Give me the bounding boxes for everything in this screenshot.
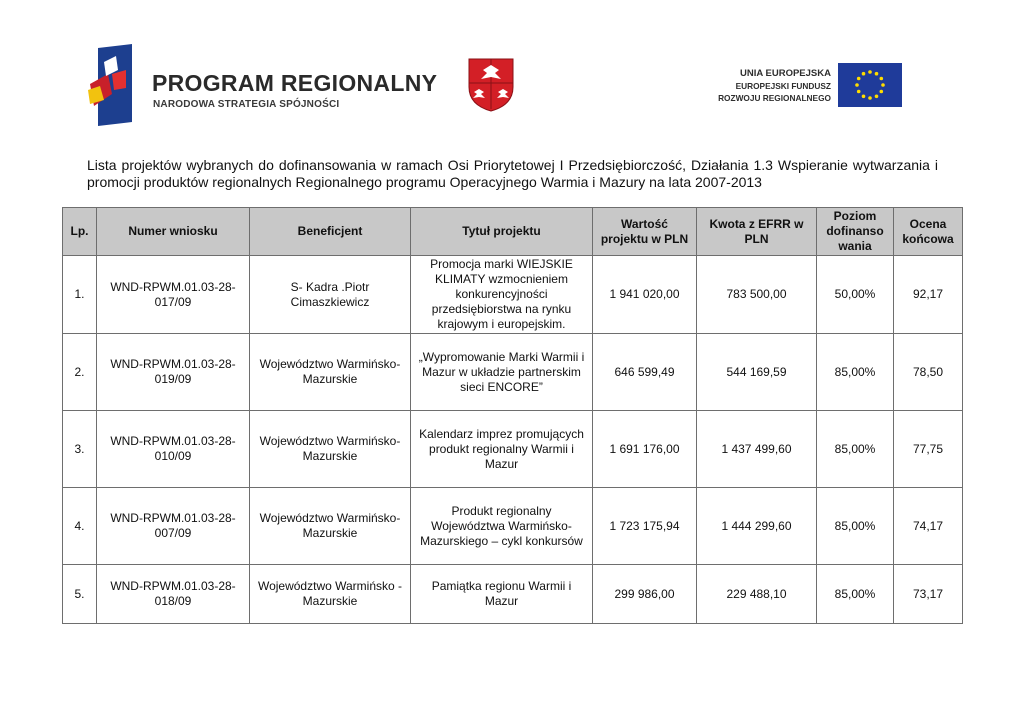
cell-poziom: 85,00% — [817, 488, 894, 565]
eu-logo-line2: EUROPEJSKI FUNDUSZ — [735, 81, 831, 91]
document-intro: Lista projektów wybranych do dofinansowania w ramach Osi Priorytetowej I Przedsiębiorczość, Działania 1.3 Wspieranie wytwarzania i promocji produktów regionalnych Regionalnego programu Operacyjnego Warmia i Mazury na lata 2007-2013 — [87, 157, 938, 190]
cell-lp: 5. — [63, 565, 97, 624]
coat-of-arms-icon — [467, 57, 515, 112]
cell-lp: 2. — [63, 334, 97, 411]
cell-numer: WND-RPWM.01.03-28-010/09 — [97, 411, 250, 488]
cell-ocena: 92,17 — [894, 256, 963, 334]
cell-numer: WND-RPWM.01.03-28-007/09 — [97, 488, 250, 565]
cell-ocena: 74,17 — [894, 488, 963, 565]
col-header-poziom: Poziom dofinanso wania — [817, 208, 894, 256]
col-header-wartosc: Wartość projektu w PLN — [593, 208, 697, 256]
cell-tytul: Produkt regionalny Województwa Warmińsko-Mazurskiego – cykl konkursów — [411, 488, 593, 565]
cell-tytul: Kalendarz imprez promujących produkt regionalny Warmii i Mazur — [411, 411, 593, 488]
cell-numer: WND-RPWM.01.03-28-017/09 — [97, 256, 250, 334]
cell-kwota: 1 444 299,60 — [697, 488, 817, 565]
projects-table — [62, 207, 963, 624]
cell-beneficjent: Województwo Warmińsko-Mazurskie — [250, 488, 411, 565]
col-header-beneficjent: Beneficjent — [250, 208, 411, 256]
cell-ocena: 73,17 — [894, 565, 963, 624]
table-header-row — [63, 208, 963, 256]
cell-kwota: 1 437 499,60 — [697, 411, 817, 488]
program-flag-icon — [86, 44, 134, 126]
cell-kwota: 229 488,10 — [697, 565, 817, 624]
eu-logo-text — [718, 67, 831, 104]
program-regionalny-logo — [86, 44, 438, 126]
cell-tytul: „Wypromowanie Marki Warmii i Mazur w układzie partnerskim sieci ENCORE” — [411, 334, 593, 411]
table-row — [63, 411, 963, 488]
cell-wartosc: 299 986,00 — [593, 565, 697, 624]
cell-lp: 3. — [63, 411, 97, 488]
table-row — [63, 565, 963, 624]
cell-numer: WND-RPWM.01.03-28-018/09 — [97, 565, 250, 624]
eu-logo-line1: UNIA EUROPEJSKA — [740, 68, 831, 79]
cell-tytul: Pamiątka regionu Warmii i Mazur — [411, 565, 593, 624]
eu-logo-line3: ROZWOJU REGIONALNEGO — [718, 93, 831, 103]
eu-logo — [712, 63, 907, 109]
col-header-ocena: Ocena końcowa — [894, 208, 963, 256]
cell-poziom: 85,00% — [817, 565, 894, 624]
program-subtitle: NARODOWA STRATEGIA SPÓJNOŚCI — [153, 99, 340, 110]
cell-poziom: 85,00% — [817, 334, 894, 411]
cell-ocena: 77,75 — [894, 411, 963, 488]
cell-beneficjent: Województwo Warmińsko-Mazurskie — [250, 334, 411, 411]
cell-poziom: 85,00% — [817, 411, 894, 488]
cell-poziom: 50,00% — [817, 256, 894, 334]
table-row — [63, 256, 963, 334]
eu-flag-icon — [838, 63, 902, 107]
col-header-tytul: Tytuł projektu — [411, 208, 593, 256]
cell-kwota: 544 169,59 — [697, 334, 817, 411]
cell-wartosc: 1 723 175,94 — [593, 488, 697, 565]
cell-lp: 4. — [63, 488, 97, 565]
cell-numer: WND-RPWM.01.03-28-019/09 — [97, 334, 250, 411]
cell-kwota: 783 500,00 — [697, 256, 817, 334]
cell-beneficjent: Województwo Warmińsko - Mazurskie — [250, 565, 411, 624]
cell-lp: 1. — [63, 256, 97, 334]
cell-tytul: Promocja marki WIEJSKIE KLIMATY wzmocnieniem konkurencyjności przedsiębiorstwa na rynku krajowym i europejskim. — [411, 256, 593, 334]
table-row — [63, 488, 963, 565]
cell-beneficjent: S- Kadra .Piotr Cimaszkiewicz — [250, 256, 411, 334]
col-header-kwota: Kwota z EFRR w PLN — [697, 208, 817, 256]
program-title: PROGRAM REGIONALNY — [152, 70, 438, 96]
cell-wartosc: 1 691 176,00 — [593, 411, 697, 488]
cell-wartosc: 1 941 020,00 — [593, 256, 697, 334]
cell-wartosc: 646 599,49 — [593, 334, 697, 411]
table-row — [63, 334, 963, 411]
col-header-lp: Lp. — [63, 208, 97, 256]
cell-beneficjent: Województwo Warmińsko-Mazurskie — [250, 411, 411, 488]
cell-ocena: 78,50 — [894, 334, 963, 411]
col-header-numer: Numer wniosku — [97, 208, 250, 256]
